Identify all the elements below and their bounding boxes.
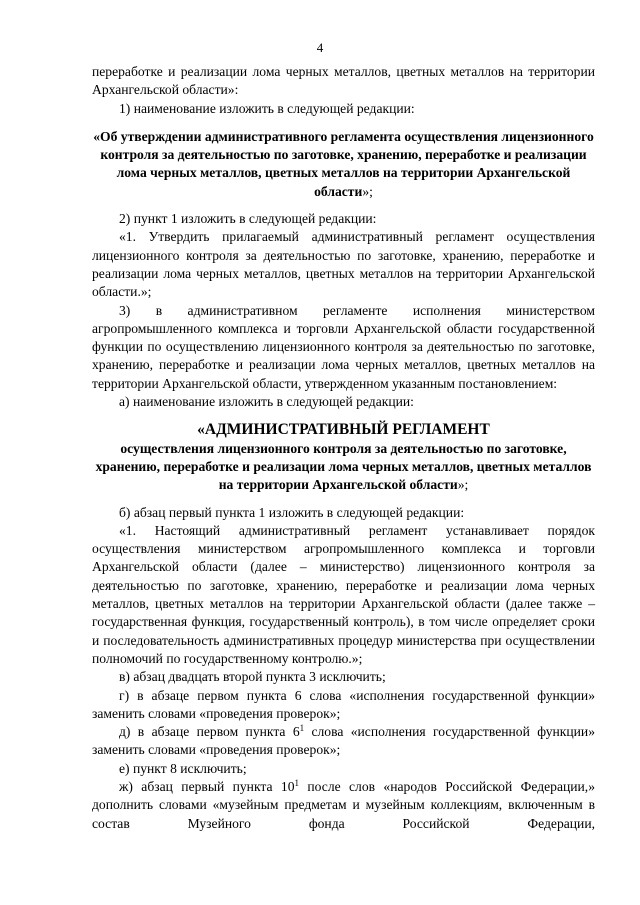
document-body [92,63,595,833]
title-regulation [92,421,595,494]
title-regulation-body: осуществления лицензионного контроля за деятельностью по заготовке, хранению, переработке и реализации лома черных металлов, цветных металлов на территории Архангельской области [95,440,592,493]
item-3b: б) абзац первый пункта 1 изложить в следующей редакции: [119,504,465,520]
title-resolution-name [92,128,595,201]
item-3zh-start: ж) абзац первый пункта 10 [119,778,295,794]
item-3a: а) наименование изложить в следующей редакции: [119,394,414,410]
item-3d-start: д) в абзаце первом пункта 6 [119,724,300,740]
item-3g: г) в абзаце первом пункта 6 слова «исполнения государственной функции» заменить словами «проведения проверок»; [92,687,595,721]
item-3zh-end: после слов «народов Российской Федерации,» дополнить словами «музейным предметам и музейным коллекциям, включенным в состав Музейного фонда Российской Федерации, [92,778,595,831]
item-3: 3) в административном регламенте исполнения министерством агропромышленного комплекса и торговли Архангельской области государственной функции по осуществлению лицензионного контроля за деятельностью по заготовке, хранению, переработке и реализации лома черных металлов, цветных металлов на территории Архангельской области, утвержденном указанным постановлением: [92,302,595,391]
title-resolution-text: «Об утверждении административного регламента осуществления лицензионного контроля за деятельностью по заготовке, хранению, переработке и реализации лома черных металлов, цветных металлов на территории Архангельской области [93,128,594,199]
item-3zh [92,778,595,833]
item-2-body: «1. Утвердить прилагаемый административный регламент осуществления лицензионного контроля за деятельностью по заготовке, хранению, переработке и реализации лома черных металлов, цветных металлов на территории Архангельской области.»; [92,229,595,300]
item-3zh-superscript: 1 [294,777,299,788]
item-3d-superscript: 1 [299,723,305,734]
item-3e: е) пункт 8 исключить; [119,760,247,776]
item-3v: в) абзац двадцать второй пункта 3 исключить; [119,669,386,685]
item-2: 2) пункт 1 изложить в следующей редакции: [119,211,377,227]
title-regulation-tail: »; [457,477,469,493]
item-3d [92,723,595,760]
page-number: 4 [316,40,324,55]
item-1: 1) наименование изложить в следующей редакции: [119,100,415,116]
item-3d-end: слова «исполнения государственной функции» заменить словами «проведения проверок»; [92,724,595,758]
title-resolution-tail: »; [362,183,373,199]
paragraph-intro: переработке и реализации лома черных металлов, цветных металлов на территории Архангельской области»: [92,64,595,98]
title-regulation-head: «АДМИНИСТРАТИВНЫЙ РЕГЛАМЕНТ [197,421,490,439]
item-3b-body: «1. Настоящий административный регламент устанавливает порядок осуществления министерством агропромышленного комплекса и торговли Архангельской области (далее – министерство) лицензионного контроля за деятельностью по заготовке, хранению, переработке и реализации лома черных металлов, цветных металлов на территории Архангельской области (далее также – государственная функция, государственный контроль), в том числе определяет сроки и последовательность административных процедур министерства при осуществлении полномочий по государственному контролю.»; [92,522,595,666]
